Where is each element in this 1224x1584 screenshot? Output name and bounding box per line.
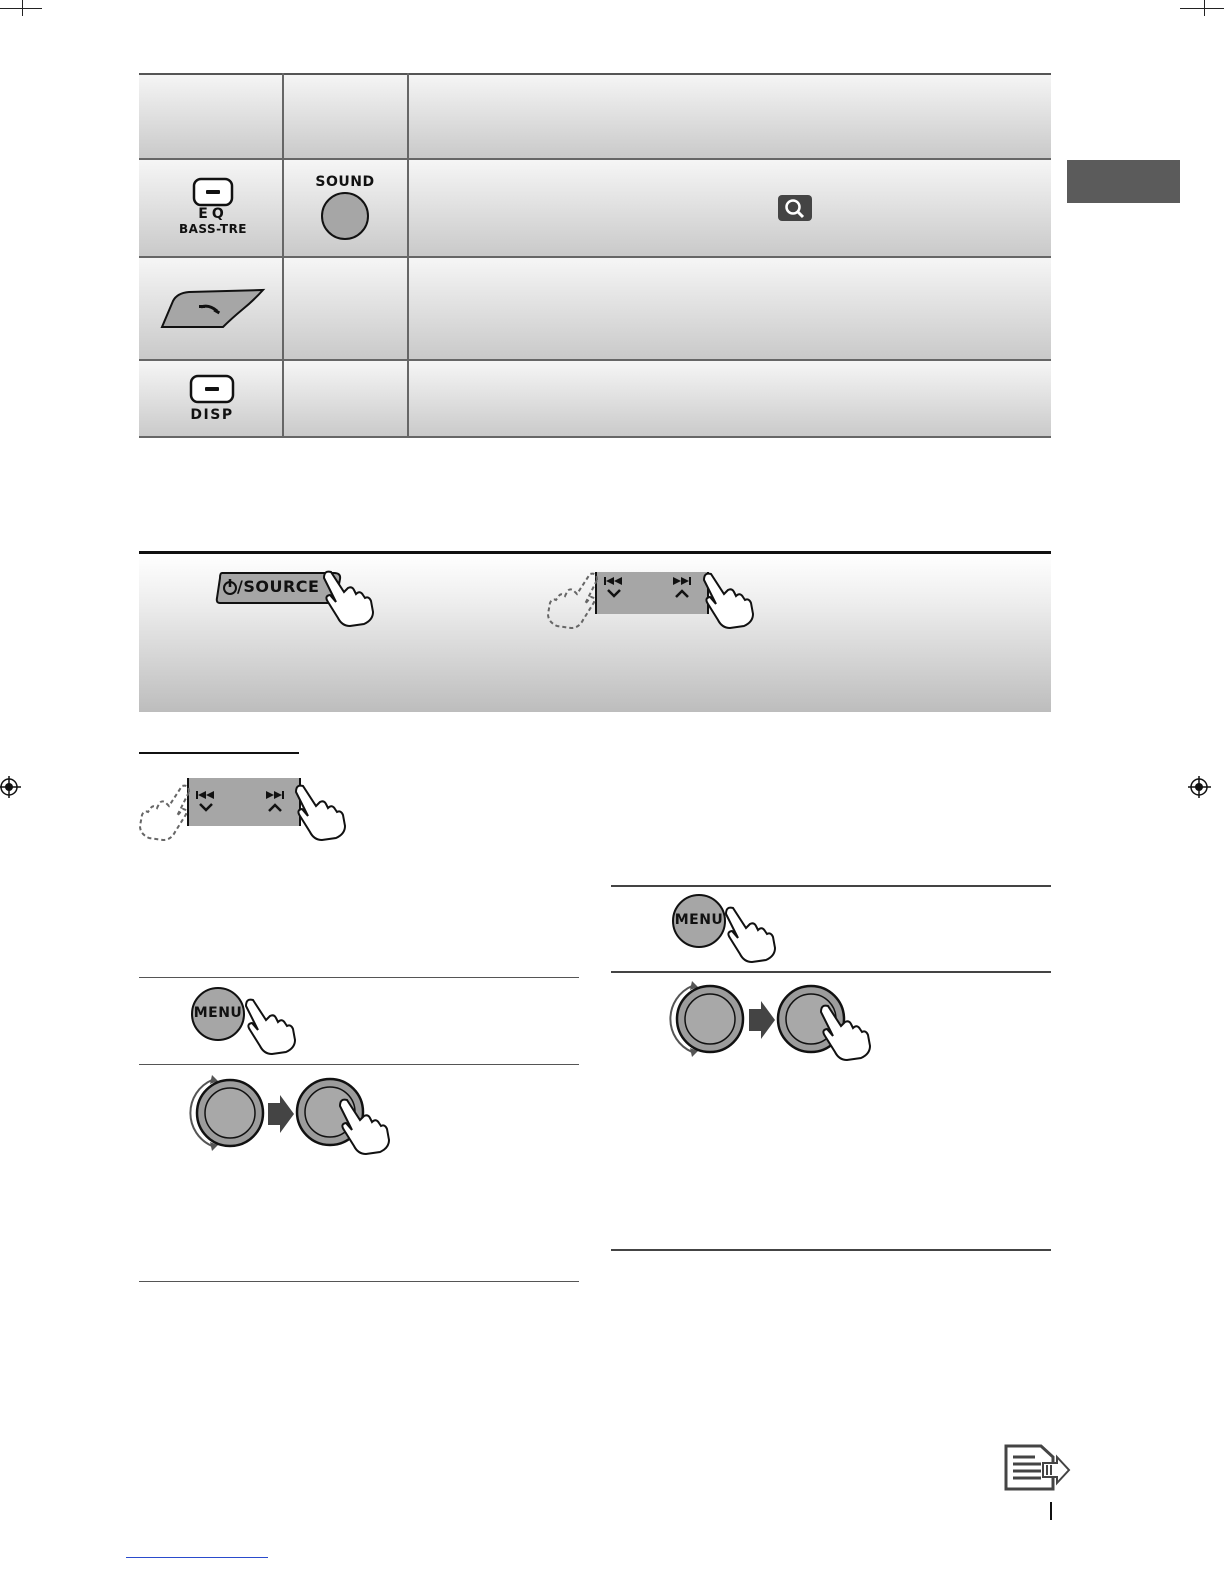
magnifier-icon <box>778 195 812 221</box>
phone-button-icon[interactable] <box>157 287 267 331</box>
hand-dashed-icon <box>545 570 603 630</box>
table-border <box>139 436 1051 438</box>
section-tab <box>1067 160 1180 203</box>
crop-mark <box>1204 0 1205 16</box>
menu-label: MENU <box>193 1005 243 1021</box>
table-border <box>139 256 1051 258</box>
table-border <box>139 73 1051 75</box>
table-border <box>139 359 1051 361</box>
page-number-bar <box>1050 1502 1052 1520</box>
hand-press-icon <box>720 904 778 964</box>
crop-mark <box>22 0 23 16</box>
hand-press-icon <box>240 996 298 1056</box>
continued-page-icon <box>1003 1443 1071 1493</box>
rotate-knob-icon[interactable] <box>190 1074 270 1154</box>
table-row <box>139 257 1051 360</box>
table-row <box>139 73 1051 159</box>
table-border <box>407 73 409 438</box>
source-label: /SOURCE <box>237 577 320 596</box>
sound-button-icon[interactable] <box>320 191 370 241</box>
crop-mark <box>0 8 42 9</box>
arrow-right-icon <box>268 1095 294 1133</box>
eq-label: EQ <box>198 206 228 222</box>
step-divider <box>139 977 579 978</box>
bass-tre-label: BASS-TRE <box>178 222 248 236</box>
footer-link-line <box>126 1557 268 1558</box>
hand-dashed-icon <box>137 782 195 842</box>
step-divider <box>611 971 1051 973</box>
skip-back-icon[interactable] <box>196 790 218 816</box>
menu-label: MENU <box>674 912 724 928</box>
subheading-underline <box>139 752 299 754</box>
hand-press-icon <box>815 1002 873 1062</box>
arrow-right-icon <box>749 1001 775 1039</box>
disp-button-icon[interactable] <box>190 375 234 403</box>
hand-press-icon <box>290 782 348 842</box>
table-row <box>139 159 1051 257</box>
hand-press-icon <box>334 1096 392 1156</box>
hand-press-icon <box>698 570 756 630</box>
step-divider <box>611 885 1051 887</box>
eq-button-icon[interactable] <box>193 178 233 206</box>
sound-label: SOUND <box>315 174 375 190</box>
table-row <box>139 360 1051 438</box>
skip-back-icon[interactable] <box>604 576 626 602</box>
disp-label: DISP <box>190 407 234 423</box>
crop-mark <box>1180 8 1224 9</box>
registration-mark-icon <box>1186 776 1212 798</box>
table-border <box>282 73 284 438</box>
skip-forward-icon[interactable] <box>672 576 694 602</box>
step-divider <box>611 1249 1051 1251</box>
table-border <box>139 158 1051 160</box>
registration-mark-icon <box>0 776 22 798</box>
rotate-knob-icon[interactable] <box>670 980 750 1060</box>
hand-press-icon <box>318 568 376 628</box>
step-divider <box>139 1064 579 1065</box>
skip-forward-icon[interactable] <box>265 790 287 816</box>
step-divider <box>139 1281 579 1282</box>
controls-table <box>139 73 1051 438</box>
